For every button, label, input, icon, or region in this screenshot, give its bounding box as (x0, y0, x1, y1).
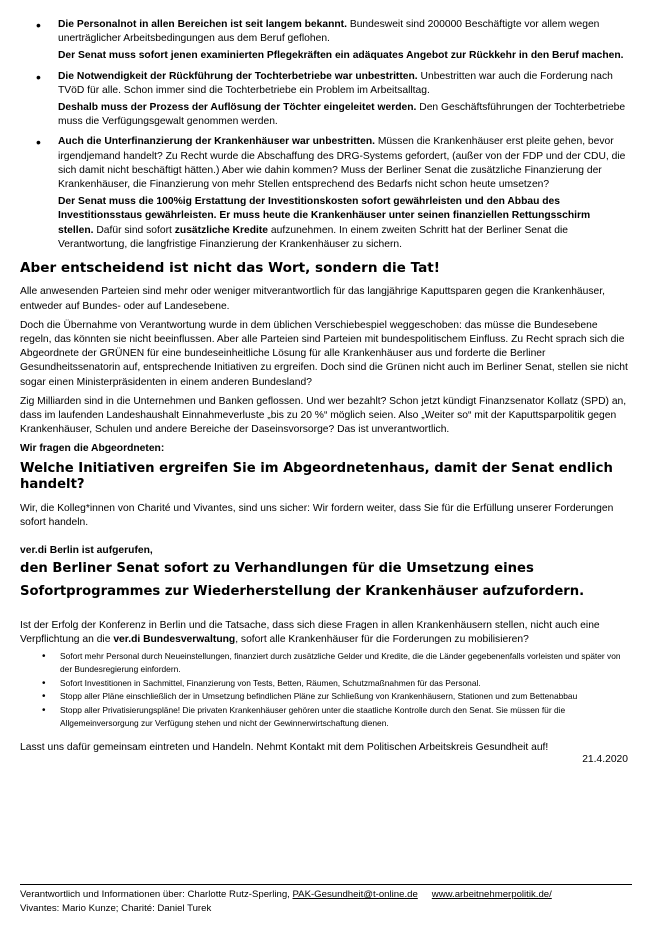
bullet-paragraph (58, 18, 628, 46)
bullet-paragraph (58, 101, 628, 129)
section-heading: Aber entscheidend ist nicht das Wort, sondern die Tat! (20, 260, 440, 277)
bullet-paragraph (58, 70, 628, 98)
footer-line (20, 888, 632, 902)
list-item (20, 135, 628, 252)
list-item: • Sofort mehr Personal durch Neueinstellungen, finanziert durch zusätzliche Gelder und Kredite, die die Länder gegebenenfalls vorleisten und später von der Bundesregierung einfordern. (20, 650, 628, 675)
footer-contacts: Vivantes: Mario Kunze; Charité: Daniel Turek (20, 902, 212, 914)
demand-line: den Berliner Senat sofort zu Verhandlungen für die Umsetzung eines (20, 561, 534, 577)
bullet-paragraph (58, 195, 628, 252)
list-item (20, 70, 628, 130)
list-item: • Stopp aller Pläne einschließlich der in Umsetzung befindlichen Pläne zur Schließung von Krankenhäusern, Stationen und zum Bettenabbau (20, 690, 628, 703)
bullet-demand: Deshalb muss der Prozess der Auflösung der Töchter eingeleitet werden. (58, 102, 417, 114)
bullet-emphasis: zusätzliche Kredite (174, 224, 269, 236)
bullet-text: aufzunehmen. In einem zweiten Schritt hat der Berliner Senat die Verantwortung, die langfristige Finanzierung der Krankenhäuser zu sichern. (58, 224, 568, 250)
paragraph-text: Ist der Erfolg der Konferenz in Berlin und die Tatsache, dass sich diese Fragen in allen Krankenhäusern stellen, nicht auch eine Verpflichtung an die (20, 620, 600, 646)
email-link[interactable]: PAK-Gesundheit@t-online.de (292, 889, 418, 900)
closing-paragraph: Lasst uns dafür gemeinsam eintreten und Handeln. Nehmt Kontakt mit dem Politischen Arbeitskreis Gesundheit auf! (20, 742, 549, 754)
paragraph: Alle anwesenden Parteien sind mehr oder weniger mitverantwortlich für das langjährige Kaputtsparen gegen die Krankenhäuser, entweder auf Bundes- oder auf Landesebene. (20, 286, 605, 312)
paragraph (20, 619, 628, 647)
program-list (20, 650, 628, 729)
ask-label-text: Wir fragen die Abgeordneten: (20, 443, 165, 455)
bullet-text: Bundesweit sind 200000 Beschäftigte vor allem wegen unerträglicher Arbeitsbedingungen aus dem Beruf geflohen. (58, 19, 600, 45)
demand-heading (20, 558, 628, 603)
bullet-lead: Die Notwendigkeit der Rückführung der Tochterbetriebe war unbestritten. (58, 70, 418, 82)
paragraph: Zig Milliarden sind in die Unternehmen und Banken geflossen. Und wer bezahlt? Schon jetzt kündigt Finanzsenator Kollatz (SPD) an, dass im laufenden Landeshaushalt Einnahmeverluste „bis zu 20 %“ möglich seien. Also „Weiter so“ mit der Kaputtsparpolitik gegen Krankenhäuser, Schulen und andere Bereiche der Daseinsvorsorge? Das ist unverantwortlich. (20, 395, 627, 436)
paragraph-emphasis: ver.di Bundesverwaltung (113, 634, 236, 646)
paragraph-text: , sofort alle Krankenhäuser für die Forderungen zu mobilisieren? (235, 634, 529, 646)
paragraph: Wir, die Kolleg*innen von Charité und Vivantes, sind uns sicher: Wir fordern weiter, dass Sie für die Erfüllung unserer Forderungen sofort handeln. (20, 502, 614, 528)
bullet-text: Den Geschäftsführungen der Tochterbetriebe muss die Verfügungsgewalt genommen werden. (58, 102, 626, 128)
ask-label (20, 442, 628, 456)
bullet-text: Müssen die Krankenhäuser erst pleite gehen, bevor irgendjemand handelt? Zu Recht wurde die Abschaffung des DRG-Systems gefordert, (außer von der FDP und der CDU, die sich damit nicht beschäftigt hätten.) Aber wie dahin kommen? Muss der Berliner Senat die zusätzliche Finanzierung der Krankenhäuser, die Finanzierung von mehr Stellen entsprechend des Bedarfs nicht schon heute umsetzen? (58, 136, 626, 191)
verdi-label: ver.di Berlin ist aufgerufen, (20, 545, 153, 556)
website-link[interactable]: www.arbeitnehmerpolitik.de/ (431, 889, 552, 900)
list-item: • Stopp aller Privatisierungspläne! Die privaten Krankenhäuser gehören unter die staatliche Kontrolle durch den Senat. Sie müssen für die Allgemeinversorgung zur Verfügung stehen und nicht der Gewinnerwirtschaftung dienen. (20, 704, 628, 729)
bullet-demand: Der Senat muss die 100%ig Erstattung der Investitionskosten sofort gewährleisten und den Abbau des Investitionsstaus gewährleisten. Er muss heute die Krankenhäuser unter seinen finanziellen Rettungsschirm stellen. (58, 196, 591, 236)
bullet-text: Dafür sind sofort (93, 224, 175, 236)
paragraph: Doch die Übernahme von Verantwortung wurde in dem üblichen Verschiebespiel weggeschoben: das müsse die Bundesebene regeln, das könnten sie nicht beeinflussen. Aber alle Parteien sind Parteien mit bundespolitischem Einfluss. Zu Recht sprach sich die Abgeordnete der GRÜNEN für eine bundeseinheitliche Lösung für alle Krankenhäuser aus und forderte die Berliner Gesundheitssenatorin auf, entsprechende Initiativen zu ergreifen. Doch sind die Grünen nicht auch im Berliner Senat, stellen sie nicht sogar einen Ministerpräsidenten in einem anderen Bundesland? (20, 319, 628, 388)
list-item (20, 18, 628, 64)
bullet-paragraph (58, 135, 628, 192)
bullet-lead: Die Personalnot in allen Bereichen ist seit langem bekannt. (58, 19, 347, 30)
demand-line: Sofortprogrammes zur Wiederherstellung der Krankenhäuser aufzufordern. (20, 583, 585, 599)
document-date: 21.4.2020 (582, 754, 628, 766)
list-item: • Sofort Investitionen in Sachmittel, Finanzierung von Tests, Betten, Räumen, Schutzmaßnahmen für das Personal. (20, 677, 628, 690)
bullet-lead: Auch die Unterfinanzierung der Krankenhäuser war unbestritten. (58, 136, 375, 148)
bullet-text: Unbestritten war auch die Forderung nach TVöD für alle. Schon immer sind die Tochterbetriebe ein Problem im Arbeitsalltag. (58, 70, 613, 96)
bullet-paragraph (58, 49, 628, 63)
footer-responsible: Verantwortlich und Informationen über: Charlotte Rutz-Sperling, (20, 889, 293, 900)
bullet-demand: Der Senat muss sofort jenen examinierten Pflegekräften ein adäquates Angebot zur Rückkehr in den Beruf machen. (58, 50, 624, 62)
demands-list (20, 18, 628, 252)
question-heading: Welche Initiativen ergreifen Sie im Abgeordnetenhaus, damit der Senat endlich handelt? (20, 460, 613, 493)
footer (20, 884, 632, 915)
